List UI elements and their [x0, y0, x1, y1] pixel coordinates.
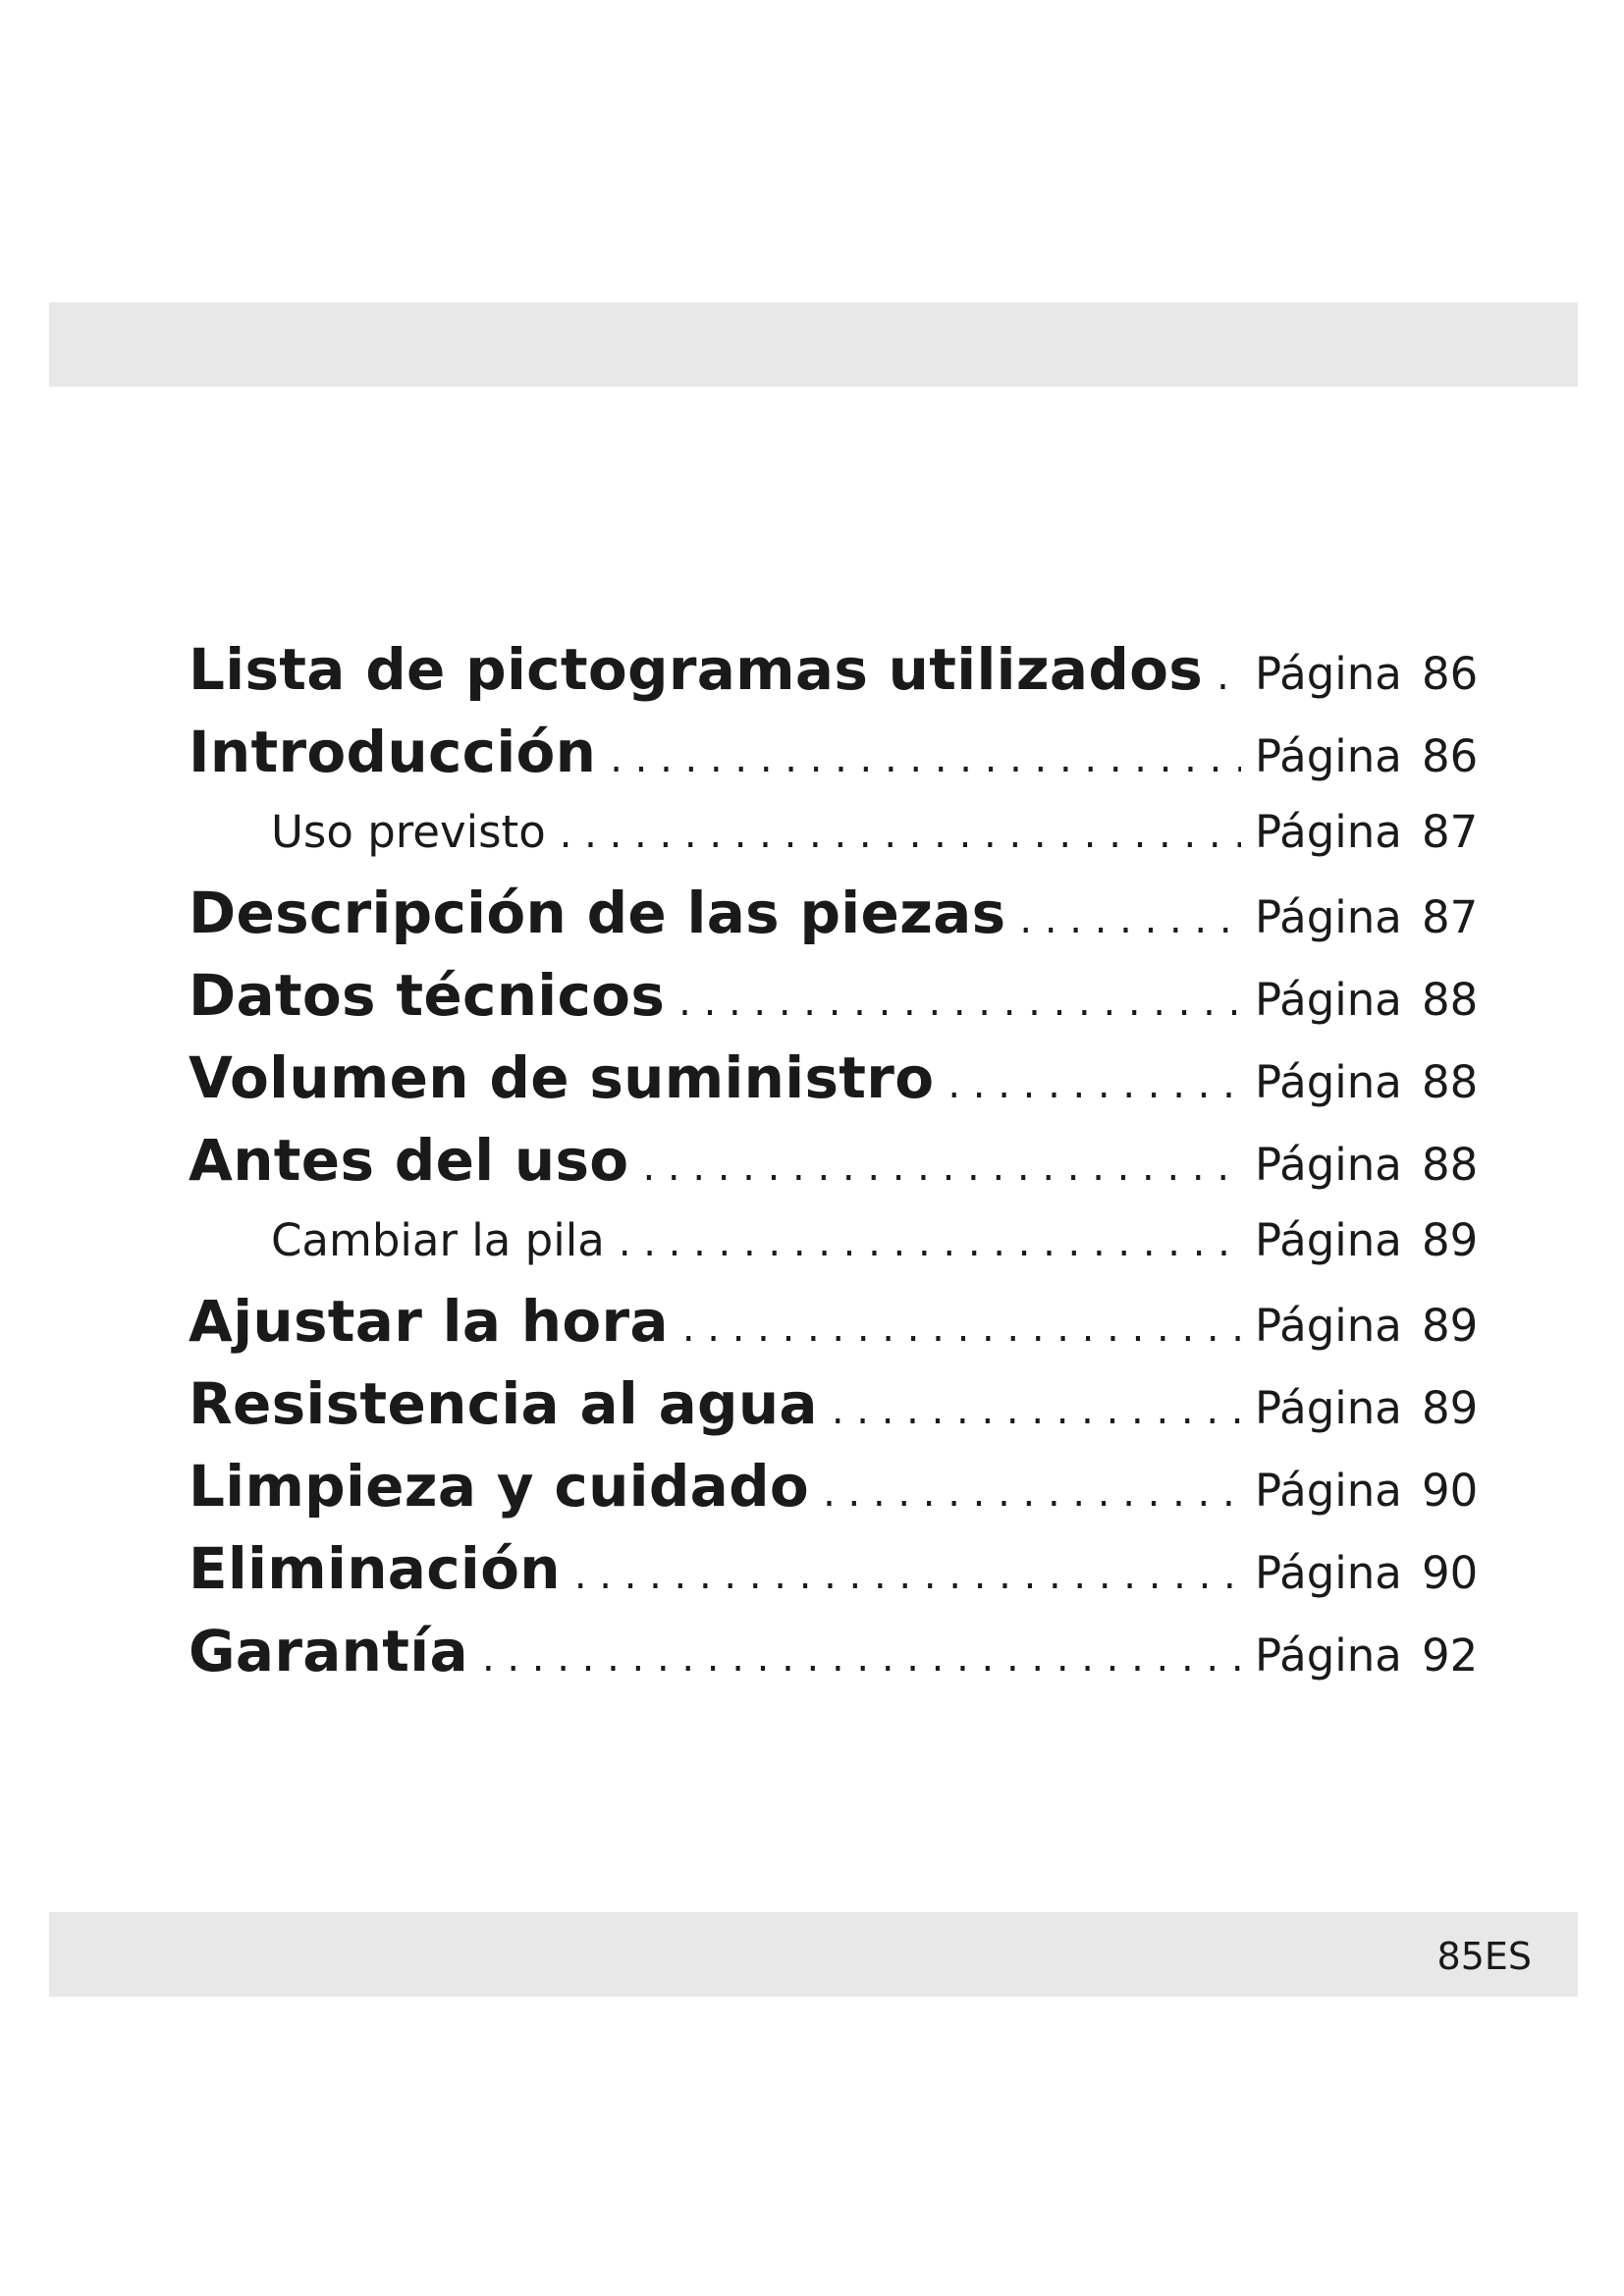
toc-entry-title: Introducción — [189, 719, 597, 785]
toc-entry-page-number: 88 — [1422, 1056, 1479, 1108]
toc-entry[interactable] — [189, 1445, 1506, 1527]
toc-entry-title: Uso previsto — [271, 806, 546, 858]
toc-entry[interactable] — [189, 1527, 1506, 1610]
toc-entry[interactable] — [189, 954, 1506, 1037]
toc-entry-page-label: Página — [1255, 1300, 1402, 1352]
toc-entry-page-number: 89 — [1422, 1300, 1479, 1352]
toc-entry-title: Eliminación — [189, 1535, 561, 1602]
toc-dot-leader — [610, 736, 1241, 781]
toc-dot-leader — [642, 1145, 1241, 1190]
toc-entry[interactable] — [189, 1610, 1506, 1692]
footer-band — [49, 1912, 1578, 1997]
toc-entry-page-label: Página — [1255, 730, 1402, 782]
toc-dot-leader — [1019, 897, 1241, 942]
toc-entry-page-number: 88 — [1422, 974, 1479, 1026]
table-of-contents — [189, 628, 1506, 1692]
toc-entry-page-number: 86 — [1422, 730, 1479, 782]
toc-dot-leader — [678, 980, 1241, 1025]
toc-entry[interactable] — [189, 1362, 1506, 1445]
toc-entry-page-number: 86 — [1422, 648, 1479, 700]
toc-entry-page-number: 92 — [1422, 1629, 1479, 1682]
toc-dot-leader — [574, 1553, 1241, 1598]
toc-entry-page-label: Página — [1255, 1056, 1402, 1108]
toc-entry-page-label: Página — [1255, 1214, 1402, 1266]
toc-entry[interactable] — [189, 1037, 1506, 1119]
page-number: 85ES — [1436, 1935, 1532, 1978]
toc-entry-page-number: 89 — [1422, 1382, 1479, 1434]
toc-entry-page-label: Página — [1255, 648, 1402, 700]
toc-entry-page-label: Página — [1255, 1382, 1402, 1434]
toc-entry[interactable] — [189, 1280, 1506, 1362]
toc-dot-leader — [823, 1470, 1241, 1516]
toc-entry-title: Volumen de suministro — [189, 1044, 935, 1111]
toc-dot-leader — [832, 1388, 1241, 1433]
toc-entry-page-label: Página — [1255, 891, 1402, 943]
toc-entry[interactable] — [189, 1119, 1506, 1201]
toc-entry-page-number: 88 — [1422, 1139, 1479, 1191]
toc-entry-page-label: Página — [1255, 806, 1402, 858]
toc-entry-title: Limpieza y cuidado — [189, 1453, 810, 1520]
toc-entry-page-label: Página — [1255, 1547, 1402, 1599]
toc-dot-leader — [560, 812, 1241, 857]
toc-entry-page-label: Página — [1255, 1629, 1402, 1682]
toc-entry-title: Ajustar la hora — [189, 1288, 669, 1355]
toc-entry-page-number: 90 — [1422, 1465, 1479, 1517]
toc-entry-page-number: 89 — [1422, 1214, 1479, 1266]
toc-entry[interactable] — [189, 711, 1506, 793]
toc-entry-page-label: Página — [1255, 974, 1402, 1026]
toc-entry-page-number: 90 — [1422, 1547, 1479, 1599]
toc-entry-title: Cambiar la pila — [271, 1214, 605, 1266]
toc-dot-leader — [682, 1306, 1241, 1351]
toc-dot-leader — [1217, 654, 1241, 699]
toc-dot-leader — [619, 1220, 1241, 1265]
toc-entry-title: Descripción de las piezas — [189, 880, 1006, 946]
toc-subentry[interactable] — [189, 793, 1506, 872]
toc-entry-title: Antes del uso — [189, 1127, 629, 1194]
toc-entry[interactable] — [189, 872, 1506, 954]
toc-dot-leader — [947, 1062, 1241, 1107]
toc-entry-page-number: 87 — [1422, 891, 1479, 943]
toc-entry-page-number: 87 — [1422, 806, 1479, 858]
toc-entry-title: Resistencia al agua — [189, 1370, 818, 1437]
toc-subentry[interactable] — [189, 1201, 1506, 1280]
toc-entry-title: Datos técnicos — [189, 962, 666, 1029]
toc-dot-leader — [482, 1635, 1241, 1681]
toc-entry-page-label: Página — [1255, 1465, 1402, 1517]
toc-entry-page-label: Página — [1255, 1139, 1402, 1191]
header-band — [49, 302, 1578, 387]
toc-entry-title: Lista de pictogramas utilizados — [189, 636, 1204, 703]
toc-entry-title: Garantía — [189, 1618, 468, 1684]
toc-entry[interactable] — [189, 628, 1506, 711]
